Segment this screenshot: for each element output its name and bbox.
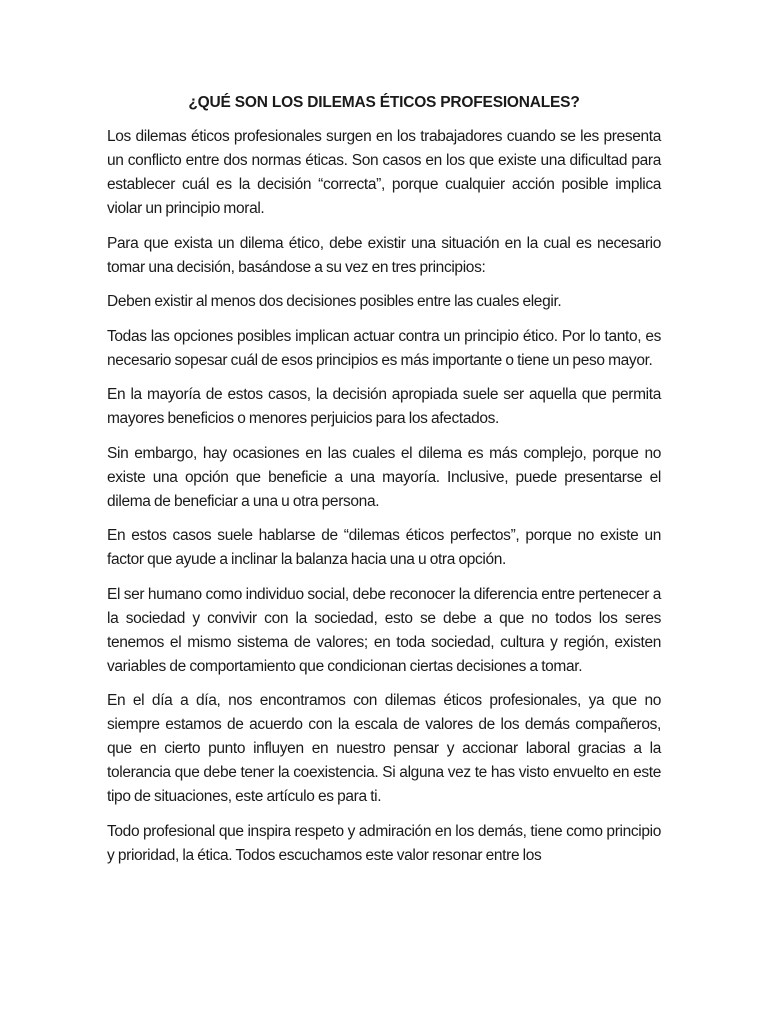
paragraph-4: Todas las opciones posibles implican actuar contra un principio ético. Por lo tanto, es necesario sopesar cuál de esos principios es más importante o tiene un peso mayor. xyxy=(107,327,661,369)
paragraph-6: Sin embargo, hay ocasiones en las cuales el dilema es más complejo, porque no existe una opción que beneficie a una mayoría. Inclusive, puede presentarse el dilema de beneficiar a una u otra persona. xyxy=(107,444,661,510)
paragraph-10: Todo profesional que inspira respeto y admiración en los demás, tiene como principio y prioridad, la ética. Todos escuchamos este valor resonar entre los xyxy=(107,822,661,864)
document-page xyxy=(107,91,661,878)
paragraph-8: El ser humano como individuo social, debe reconocer la diferencia entre pertenecer a la sociedad y convivir con la sociedad, esto se debe a que no todos los seres tenemos el mismo sistema de valores; en toda sociedad, cultura y región, existen variables de comportamiento que condicionan ciertas decisiones a tomar. xyxy=(107,585,661,675)
paragraph-9: En el día a día, nos encontramos con dilemas éticos profesionales, ya que no siempre estamos de acuerdo con la escala de valores de los demás compañeros, que en cierto punto influyen en nuestro pensar y accionar laboral gracias a la tolerancia que debe tener la coexistencia. Si alguna vez te has visto envuelto en este tipo de situaciones, este artículo es para ti. xyxy=(107,692,661,805)
paragraph-3: Deben existir al menos dos decisiones posibles entre las cuales elegir. xyxy=(107,293,562,310)
paragraph-7: En estos casos suele hablarse de “dilemas éticos perfectos”, porque no existe un factor que ayude a inclinar la balanza hacia una u otra opción. xyxy=(107,527,661,568)
document-title: ¿QUÉ SON LOS DILEMAS ÉTICOS PROFESIONALES? xyxy=(188,94,580,111)
paragraph-5: En la mayoría de estos casos, la decisión apropiada suele ser aquella que permita mayores beneficios o menores perjuicios para los afectados. xyxy=(107,386,661,427)
paragraph-1: Los dilemas éticos profesionales surgen en los trabajadores cuando se les presenta un conflicto entre dos normas éticas. Son casos en los que existe una dificultad para establecer cuál es la decisión “correcta”, porque cualquier acción posible implica violar un principio moral. xyxy=(107,128,661,217)
paragraph-2: Para que exista un dilema ético, debe existir una situación en la cual es necesario tomar una decisión, basándose a su vez en tres principios: xyxy=(107,234,661,276)
